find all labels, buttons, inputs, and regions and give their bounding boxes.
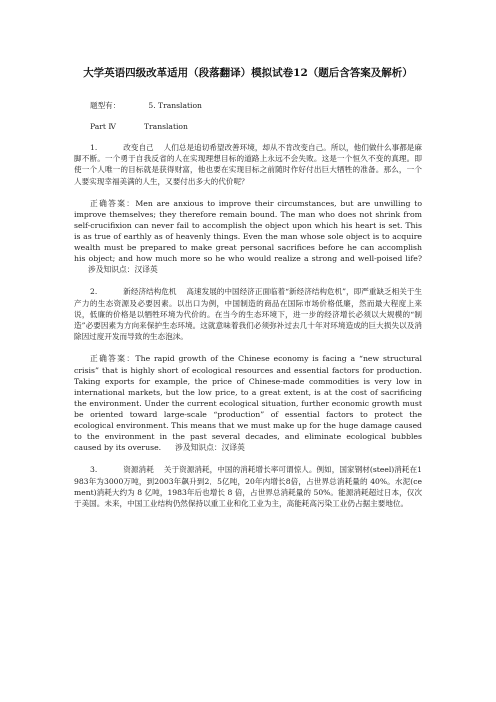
part-line — [74, 121, 422, 132]
answer-item-1 — [74, 198, 422, 276]
question-text — [74, 464, 422, 509]
question-type-line — [74, 100, 422, 111]
question-number: 1. — [90, 143, 98, 152]
question-item-3 — [74, 464, 422, 509]
question-item-1 — [74, 142, 422, 187]
question-name: 新经济结构危机 — [123, 287, 177, 297]
question-name: 改变自己 — [123, 143, 154, 152]
answer-body: Men are anxious to improve their circumstances, but are unwilling to improve themselves; they therefore remain bound. The man who does not shrink from self-crucifixion can never fail to accomplish the object upon which his heart is set. This is as true of earthly as of heavenly things. Even the man whose sole object is to acquire wealth must be prepared to make great personal sacrifices before he can accomplish his object; and how much more so he who would realize a strong and well-poised life? — [74, 198, 422, 264]
knowledge-point: 涉及知识点：汉译英 — [175, 443, 245, 453]
document-title: 大学英语四级改革适用（段落翻译）模拟试卷12（题后含答案及解析） — [83, 67, 413, 79]
answer-text — [74, 198, 422, 276]
answer-text — [74, 353, 422, 453]
answer-label: 正确答案： — [90, 198, 136, 208]
question-name: 资源消耗 — [123, 465, 154, 475]
question-body: 人们总是追切希望改善环境，却从不肯改变自己。所以，他们做什么事都是麻脚不断。一个勇于自我反省的人在实现理想目标的道路上永远不会失败。这是一个恒久不变的真理。即使一个人唯一的目标就是获得财富，他也要在实现目标之前随时作好付出巨大牺牲的准备。那么，一个人要实现幸福美满的人生，又要付出多大的代价呢？ — [74, 143, 423, 186]
answer-label: 正确答案： — [90, 354, 136, 364]
part-label: Part Ⅳ — [90, 122, 116, 131]
question-number: 3. — [90, 465, 98, 475]
document-page — [74, 66, 422, 520]
part-value: Translation — [143, 122, 188, 131]
question-type-value: 5. Translation — [148, 101, 202, 110]
answer-item-2 — [74, 353, 422, 453]
knowledge-point: 涉及知识点：汉译英 — [88, 265, 158, 275]
question-text — [74, 286, 422, 342]
answer-body: The rapid growth of the Chinese economy is facing a “new structural crisis” that is highly short of ecological resources and essential factors for production. Taking exports for example, the price of Chinese-made commodities is very low in international markets, but the low price, to a great extent, is at the cost of sacrificing the environment. Under the current ecological situation, further economic growth must be oriented toward large-scale “production” of essential factors to protect the ecological environment. This means that we must make up for the huge damage caused to the environment in the past several decades, and eliminate ecological bubbles caused by its overuse. — [74, 354, 422, 453]
question-number: 2. — [90, 287, 98, 297]
question-type-label: 题型有： — [90, 101, 121, 110]
question-body: 高速发展的中国经济正面临着“新经济结构危机”，即严重缺乏相关于生产力的生态资源及必要因素。以出口为例，中国制造的商品在国际市场价格低廉，然而最大程度上来说，低廉的价格是以牺牲环境为代价的。在当今的生态环境下，进一步的经济增长必须以大规模的“制造”必要因素为方向来保护生态环境。这就意味着我们必须弥补过去几十年对环境造成的巨大损失以及消除因过度开发而导致的生态泡沫。 — [74, 287, 423, 342]
question-text — [74, 142, 422, 187]
question-item-2 — [74, 286, 422, 342]
question-body: 关于资源消耗，中国的消耗增长率可谓惊人。例如，国家钢材(steel)消耗在1983年为3000万吨，到2003年飙升到2．5亿吨，20年内增长8倍，占世界总消耗量的 40%。水泥(cement)消耗大约为 8 亿吨，1983年后也增长 8 倍，占世界总消耗量的 50%。能源消耗超过日本，仅次于美国。未来，中国工业结构仍然保持以重工业和化工业为主，高能耗高污染工业仍占据主要地位。 — [74, 465, 422, 508]
